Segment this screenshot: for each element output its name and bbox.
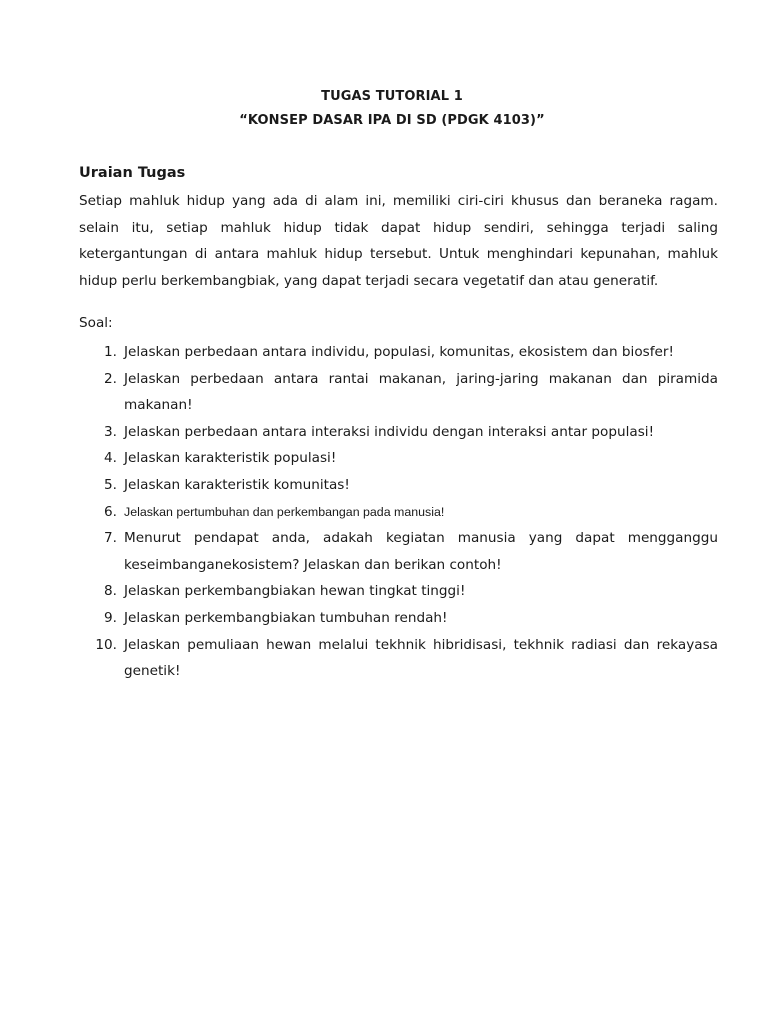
question-item — [79, 339, 718, 366]
question-number: 1. — [104, 344, 117, 360]
document-subtitle: “KONSEP DASAR IPA DI SD (PDGK 4103)” — [239, 113, 545, 128]
question-item — [79, 578, 718, 605]
question-text: Jelaskan perbedaan antara interaksi individu dengan interaksi antar populasi! — [124, 423, 655, 440]
question-number: 2. — [104, 370, 117, 387]
question-item — [79, 605, 718, 632]
question-item — [79, 366, 718, 419]
question-text: Jelaskan pertumbuhan dan perkembangan pada manusia! — [124, 504, 445, 519]
question-item — [79, 499, 718, 526]
questions-list — [79, 339, 718, 685]
question-text: Jelaskan karakteristik populasi! — [124, 450, 337, 467]
document-title: TUGAS TUTORIAL 1 — [321, 89, 463, 104]
questions-label: Soal: — [79, 315, 113, 331]
question-number: 5. — [104, 476, 117, 493]
question-item — [79, 525, 718, 578]
question-text: Jelaskan pemuliaan hewan melalui tekhnik hibridisasi, tekhnik radiasi dan rekayasa genetik! — [124, 636, 718, 680]
question-number: 7. — [104, 530, 117, 547]
question-item — [79, 419, 718, 446]
question-item — [79, 472, 718, 499]
question-number: 8. — [104, 583, 117, 600]
question-text: Jelaskan perbedaan antara rantai makanan, jaring-jaring makanan dan piramida makanan! — [124, 370, 718, 414]
question-number: 6. — [104, 503, 117, 520]
task-description-paragraph: Setiap mahluk hidup yang ada di alam ini, memiliki ciri-ciri khusus dan beraneka ragam. selain itu, setiap mahluk hidup tidak dapat hidup sendiri, sehingga terjadi saling ketergantungan di antara mahluk hidup tersebut. Untuk menghindari kepunahan, mahluk hidup perlu berkembangbiak, yang dapat terjadi secara vegetatif dan atau generatif. — [79, 193, 718, 289]
question-text: Jelaskan perkembangbiakan tumbuhan rendah! — [124, 609, 448, 626]
question-number: 4. — [104, 450, 117, 467]
question-number: 3. — [104, 423, 117, 440]
section-heading: Uraian Tugas — [79, 165, 186, 181]
question-text: Jelaskan karakteristik komunitas! — [124, 476, 350, 493]
question-item — [79, 445, 718, 472]
question-number: 10. — [95, 636, 117, 653]
question-number: 9. — [104, 609, 117, 626]
question-item — [79, 632, 718, 685]
question-text: Jelaskan perkembangbiakan hewan tingkat tinggi! — [124, 583, 466, 600]
question-text: Jelaskan perbedaan antara individu, populasi, komunitas, ekosistem dan biosfer! — [124, 344, 674, 360]
question-text: Menurut pendapat anda, adakah kegiatan manusia yang dapat mengganggu keseimbanganekosistem? Jelaskan dan berikan contoh! — [124, 530, 718, 573]
